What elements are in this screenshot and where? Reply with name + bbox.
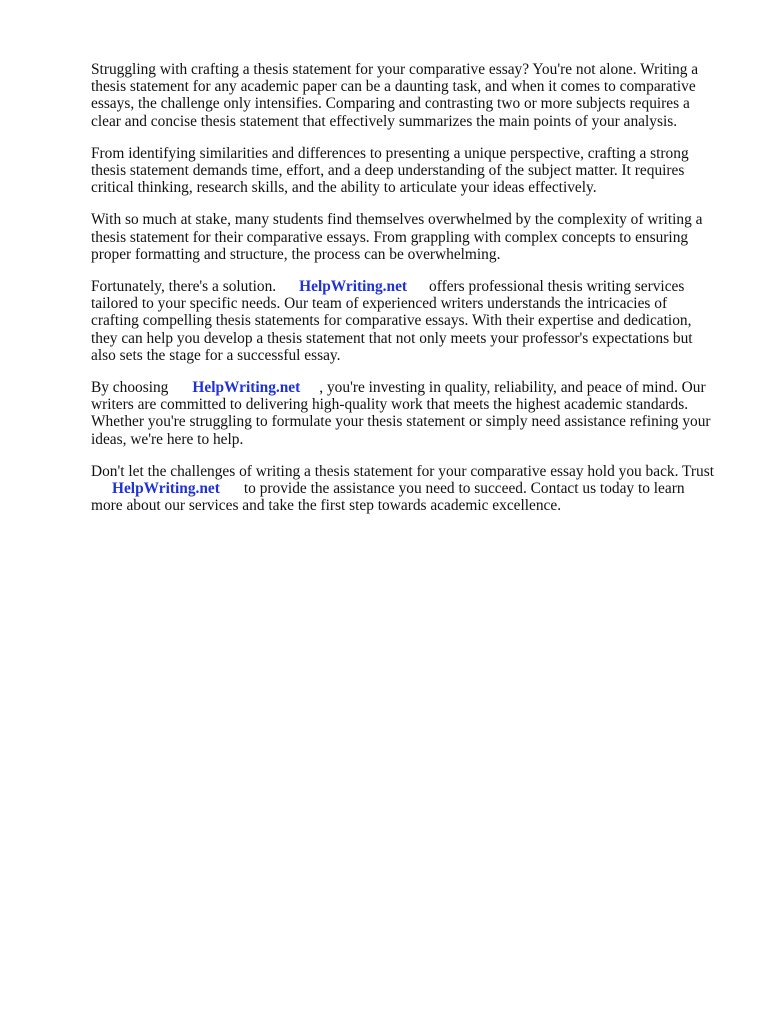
- paragraph-5: [91, 379, 723, 448]
- helpwriting-link[interactable]: HelpWriting.net: [192, 379, 301, 397]
- text-line: [91, 278, 723, 295]
- text-segment: , you're investing in quality, reliability, and peace of mind. Our: [319, 379, 706, 397]
- text-line: critical thinking, research skills, and the ability to articulate your ideas effectively.: [91, 179, 597, 197]
- text-line: tailored to your specific needs. Our team of experienced writers understands the intricacies of: [91, 295, 668, 313]
- paragraph-3: [91, 211, 723, 263]
- helpwriting-link[interactable]: HelpWriting.net: [112, 480, 220, 498]
- text-line: Don't let the challenges of writing a thesis statement for your comparative essay hold you back. Trust: [91, 462, 714, 480]
- text-segment: Fortunately, there's a solution.: [91, 278, 277, 296]
- text-segment: offers professional thesis writing services: [429, 278, 685, 296]
- text-line: also sets the stage for a successful essay.: [91, 346, 341, 364]
- paragraph-2: [91, 145, 723, 197]
- text-line: clear and concise thesis statement that effectively summarizes the main points of your analysis.: [91, 112, 678, 130]
- text-line: they can help you develop a thesis statement that not only meets your professor's expectations but: [91, 329, 693, 347]
- text-line: With so much at stake, many students find themselves overwhelmed by the complexity of writing a: [91, 211, 703, 229]
- text-line: crafting compelling thesis statements for comparative essays. With their expertise and dedication,: [91, 312, 692, 330]
- text-line: proper formatting and structure, the process can be overwhelming.: [91, 245, 501, 263]
- text-line: essays, the challenge only intensifies. Comparing and contrasting two or more subjects requires a: [91, 95, 690, 113]
- text-line: thesis statement for their comparative essays. From grappling with complex concepts to ensuring: [91, 228, 689, 246]
- text-segment: By choosing: [91, 379, 169, 397]
- text-line: thesis statement demands time, effort, and a deep understanding of the subject matter. It requires: [91, 162, 685, 180]
- text-line: From identifying similarities and differences to presenting a unique perspective, crafting a strong: [91, 144, 689, 162]
- text-line: Struggling with crafting a thesis statement for your comparative essay? You're not alone. Writing a: [91, 61, 699, 78]
- paragraph-6: [91, 463, 723, 515]
- text-line: [91, 480, 723, 497]
- text-line: more about our services and take the first step towards academic excellence.: [91, 497, 562, 515]
- text-line: [91, 379, 723, 396]
- text-segment: to provide the assistance you need to succeed. Contact us today to learn: [243, 480, 685, 498]
- text-line: thesis statement for any academic paper can be a daunting task, and when it comes to comparative: [91, 78, 696, 96]
- text-line: writers are committed to delivering high-quality work that meets the highest academic standards.: [91, 396, 689, 414]
- paragraph-4: [91, 278, 723, 364]
- helpwriting-link[interactable]: HelpWriting.net: [299, 278, 408, 296]
- text-line: Whether you're struggling to formulate your thesis statement or simply need assistance refining your: [91, 413, 711, 431]
- document-page: [91, 61, 723, 529]
- paragraph-1: [91, 61, 723, 130]
- text-line: ideas, we're here to help.: [91, 430, 244, 448]
